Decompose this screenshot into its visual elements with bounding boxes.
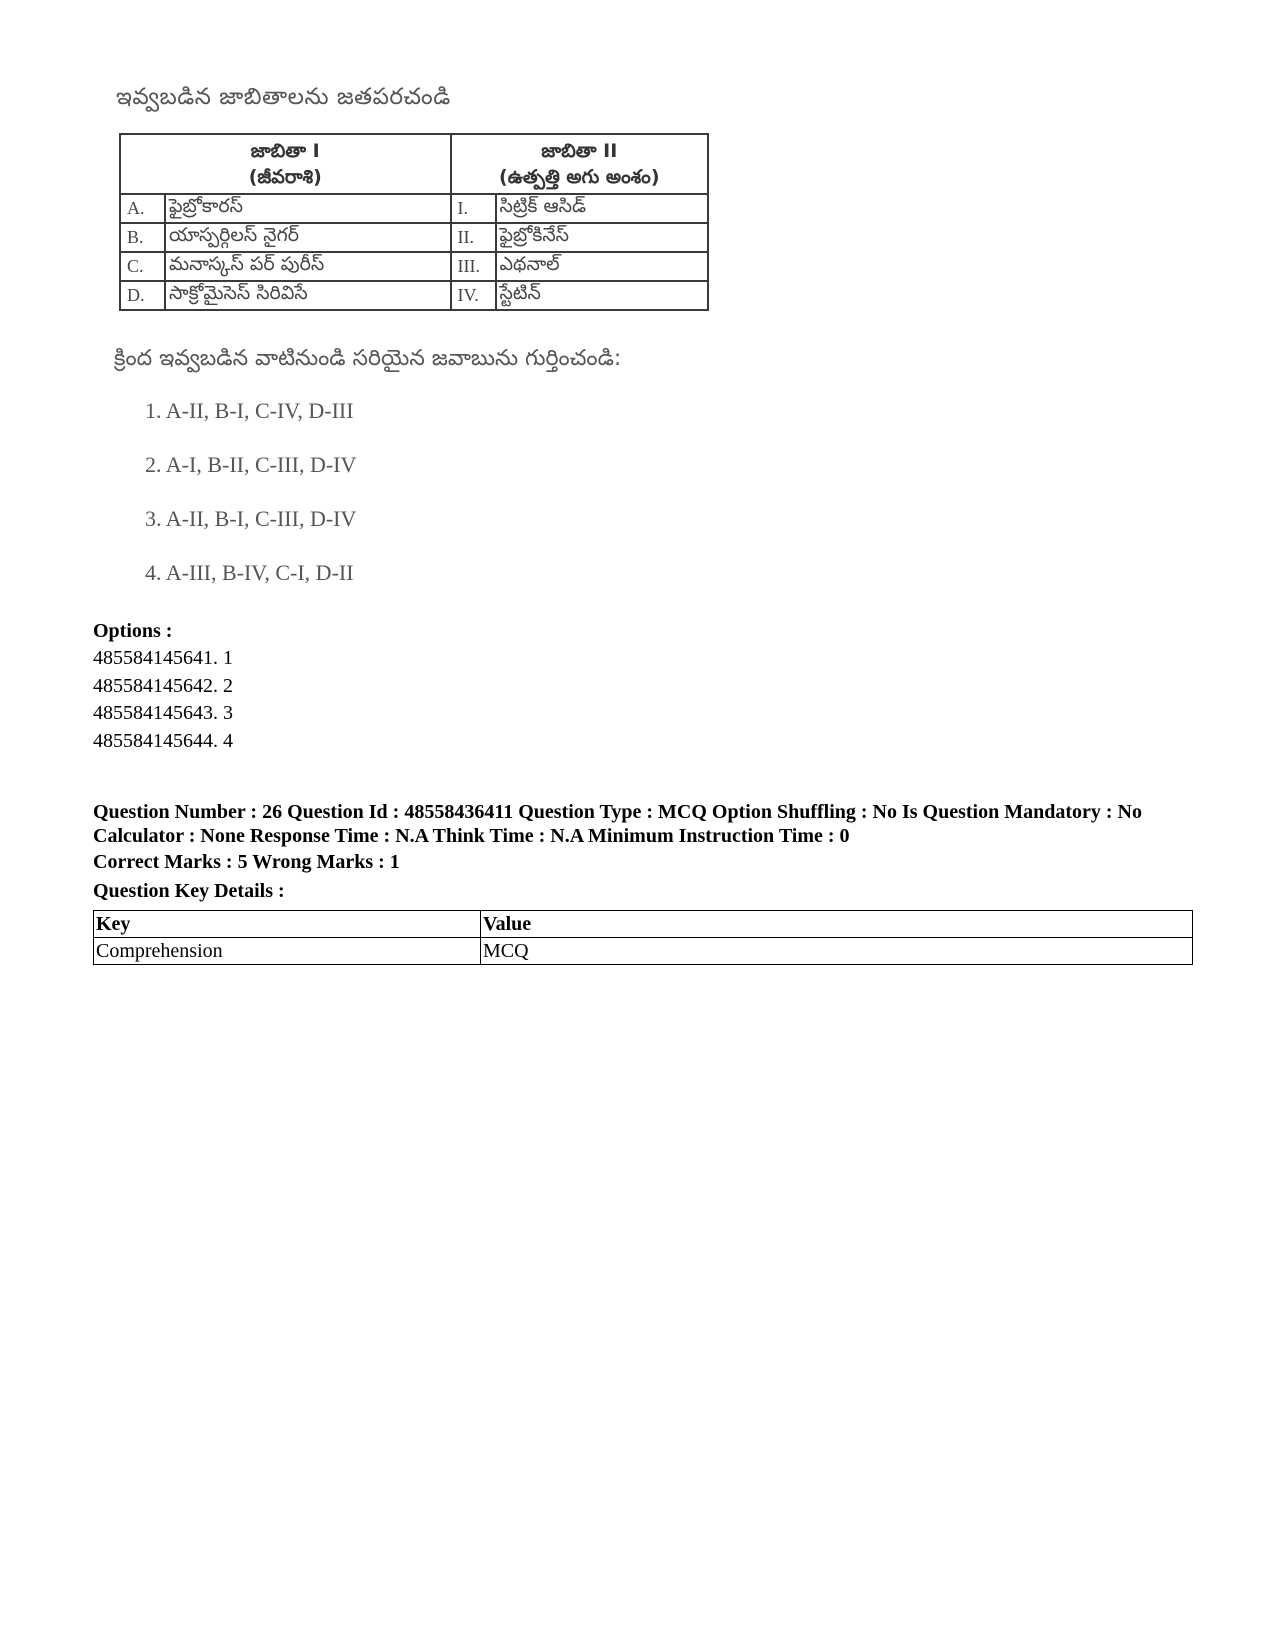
answer-choice: 4. A-III, B-IV, C-I, D-II xyxy=(145,560,354,585)
marks-info: Correct Marks : 5 Wrong Marks : 1 xyxy=(93,851,400,873)
match-lists-table xyxy=(119,133,709,311)
match-row: B. యాస్పర్గిలస్ నైగర్ II. ఫైబ్రోకినేస్ xyxy=(120,223,708,252)
key-column-header: Key xyxy=(94,911,481,938)
key-cell: Comprehension xyxy=(94,938,481,965)
options-label: Options : xyxy=(93,620,173,642)
option-item: 485584145643. 3 xyxy=(93,702,233,724)
answer-choices xyxy=(145,398,356,614)
table-row xyxy=(94,938,1193,965)
answer-choice: 3. A-II, B-I, C-III, D-IV xyxy=(145,506,357,531)
match-row: C. మనాస్కస్ పర్ పురీస్ III. ఎథనాల్ xyxy=(120,252,708,281)
option-item: 485584145644. 4 xyxy=(93,730,233,752)
answer-choice: 1. A-II, B-I, C-IV, D-III xyxy=(145,398,354,423)
list-1-header: జాబితా I (జీవరాశి) xyxy=(120,134,451,194)
match-row: A. ఫైబ్రోకారస్ I. సిట్రిక్ ఆసిడ్ xyxy=(120,194,708,223)
match-row: D. సాక్రోమైసెస్ సిరివిసే IV. స్టేటిన్ xyxy=(120,281,708,310)
match-instruction-heading: ఇవ్వబడిన జాబితాలను జతపరచండి xyxy=(116,84,451,110)
option-item: 485584145642. 2 xyxy=(93,675,233,697)
answer-choice: 2. A-I, B-II, C-III, D-IV xyxy=(145,452,357,477)
question-metadata: Question Number : 26 Question Id : 48558436411 Question Type : MCQ Option Shuffling : No Is Question Mandatory : No Calculator : None Response Time : N.A Think Time : N.A Minimum Instruction Time : 0 xyxy=(93,801,1142,847)
key-details-label: Question Key Details : xyxy=(93,880,285,902)
option-item: 485584145641. 1 xyxy=(93,647,233,669)
value-cell: MCQ xyxy=(481,938,1193,965)
key-details-table xyxy=(93,910,1193,965)
list-2-header: జాబితా II (ఉత్పత్తి అగు అంశం) xyxy=(451,134,708,194)
select-answer-instruction: క్రింద ఇవ్వబడిన వాటినుండి సరియైన జవాబును గుర్తించండి: xyxy=(114,346,622,371)
value-column-header: Value xyxy=(481,911,1193,938)
